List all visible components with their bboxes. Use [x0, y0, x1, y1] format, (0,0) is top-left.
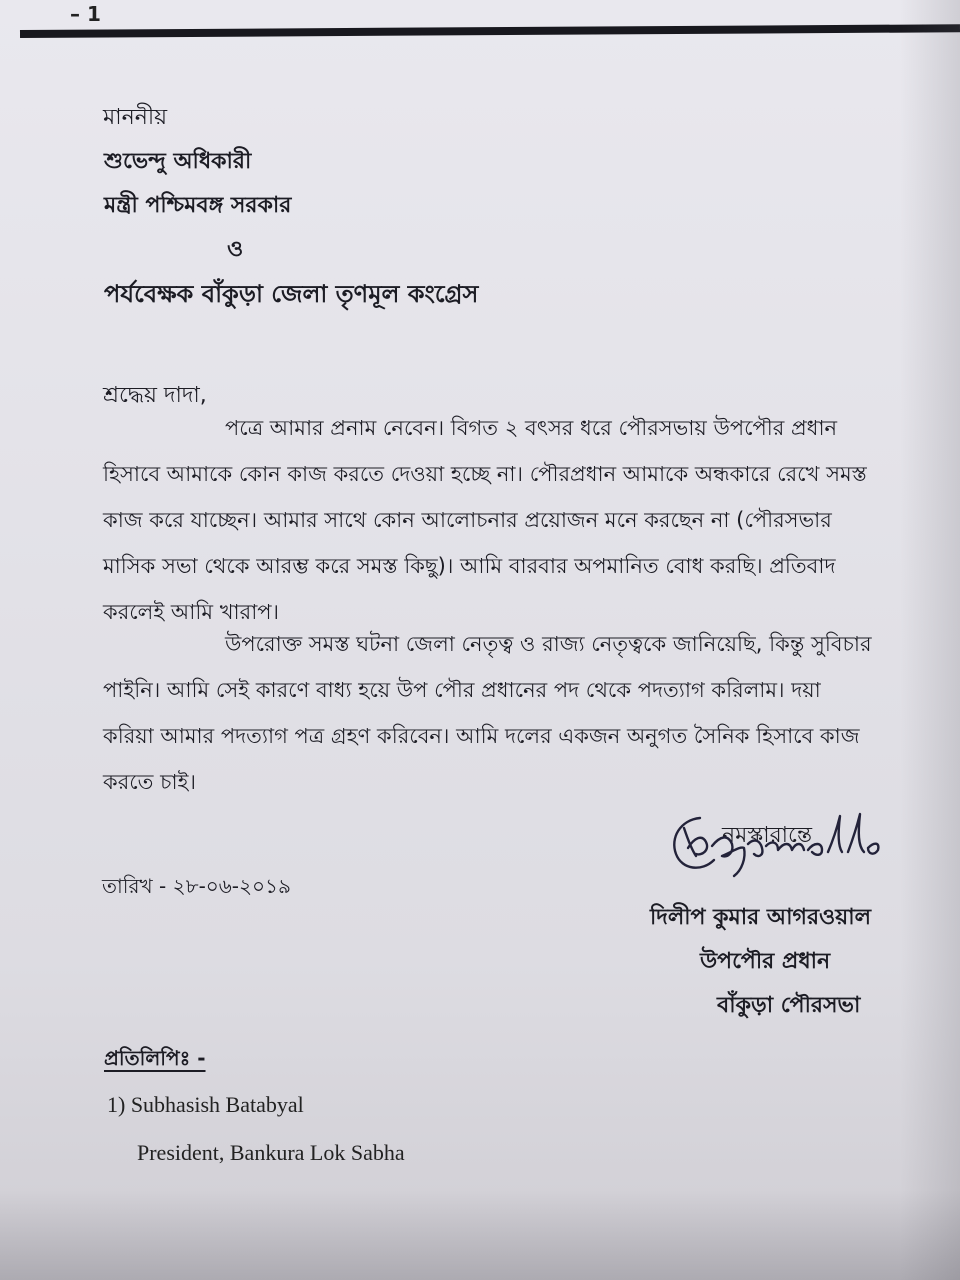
copy-to-heading: প্রতিলিপিঃ -: [104, 1046, 206, 1070]
honorific: মাননীয়: [103, 105, 168, 130]
signature-image: [662, 798, 892, 888]
page-number-mark: – 1: [70, 2, 101, 26]
copy-to-entry-name: 1) Subhasish Batabyal: [107, 1092, 304, 1117]
signatory-office: বাঁকুড়া পৌরসভা: [717, 993, 861, 1018]
paragraph-2-line-1: উপরোক্ত সমস্ত ঘটনা জেলা নেতৃত্ব ও রাজ্য নেতৃত্বকে জানিয়েছি, কিন্তু সুবিচার: [225, 632, 872, 656]
recipient-name: শুভেন্দু অধিকারী: [104, 149, 252, 174]
signatory-name: দিলীপ কুমার আগরওয়াল: [650, 905, 871, 930]
paragraph-1-line-3: কাজ করে যাচ্ছেন। আমার সাথে কোন আলোচনার প্রয়োজন মনে করছেন না (পৌরসভার: [103, 508, 832, 532]
paper-shadow-bottom: [0, 1190, 960, 1280]
signatory-designation: উপপৌর প্রধান: [700, 949, 831, 974]
closing: নমস্কারান্তে: [722, 823, 813, 848]
paragraph-1-line-1: পত্রে আমার প্রনাম নেবেন। বিগত ২ বৎসর ধরে পৌরসভায় উপপৌর প্রধান: [225, 416, 838, 440]
copy-to-entry-title: President, Bankura Lok Sabha: [137, 1140, 405, 1165]
paragraph-1-line-2: হিসাবে আমাকে কোন কাজ করতে দেওয়া হচ্ছে না। পৌরপ্রধান আমাকে অন্ধকারে রেখে সমস্ত: [103, 462, 867, 486]
conjunction: ও: [227, 237, 244, 262]
date-line: তারিখ - ২৮-০৬-২০১৯: [102, 874, 291, 898]
greeting: শ্রদ্ধেয় দাদা,: [103, 383, 207, 408]
recipient-role: পর্যবেক্ষক বাঁকুড়া জেলা তৃণমূল কংগ্রেস: [104, 280, 479, 308]
paper-shadow-right: [900, 0, 960, 1280]
paragraph-1-line-5: করলেই আমি খারাপ।: [103, 600, 280, 624]
paragraph-2-line-2: পাইনি। আমি সেই কারণে বাধ্য হয়ে উপ পৌর প্রধানের পদ থেকে পদত্যাগ করিলাম। দয়া: [103, 678, 821, 702]
top-rule: [20, 24, 960, 38]
paragraph-2-line-4: করতে চাই।: [103, 770, 196, 794]
recipient-title: মন্ত্রী পশ্চিমবঙ্গ সরকার: [104, 193, 292, 218]
paragraph-1-line-4: মাসিক সভা থেকে আরম্ভ করে সমস্ত কিছু)। আমি বারবার অপমানিত বোধ করছি। প্রতিবাদ: [103, 554, 836, 578]
paragraph-2-line-3: করিয়া আমার পদত্যাগ পত্র গ্রহণ করিবেন। আমি দলের একজন অনুগত সৈনিক হিসাবে কাজ: [103, 724, 860, 748]
